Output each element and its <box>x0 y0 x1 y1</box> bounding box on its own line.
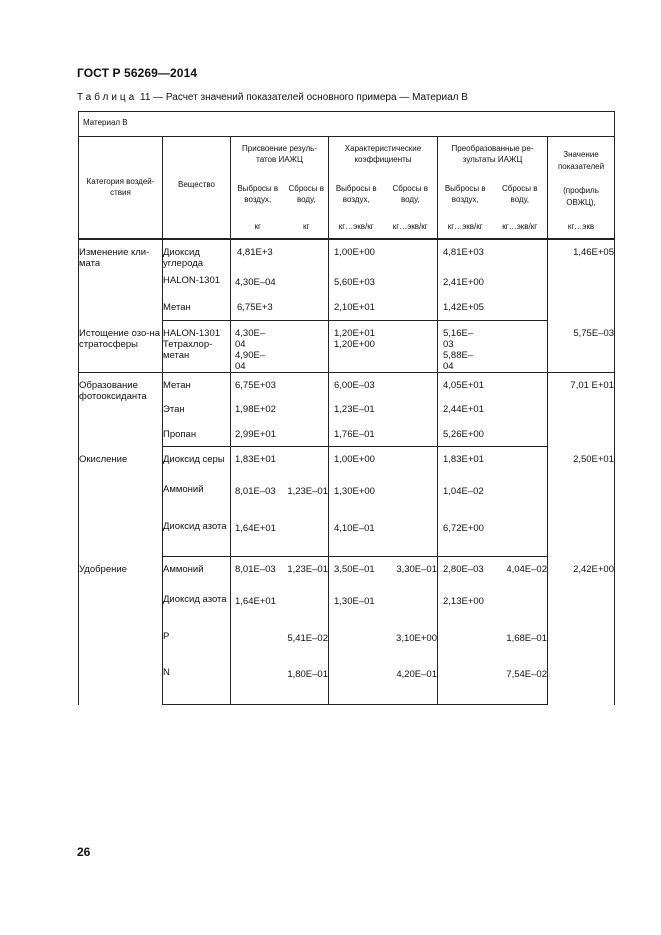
table-caption <box>77 92 468 103</box>
emit-cell: 4,30Е–04 4,90Е–04 <box>231 321 285 373</box>
caption-text: 11 — Расчет значений показателей основного примера — Материал В <box>137 92 468 103</box>
disch-cell <box>285 239 329 275</box>
cf-air-cell: 1,00Е+00 <box>329 239 384 275</box>
res-water-cell <box>493 521 548 557</box>
substance-cell: Аммоний <box>163 484 231 521</box>
emit-cell: 1,64Е+01 <box>231 594 285 631</box>
cf-water-cell <box>384 423 438 447</box>
indicator-cell: 1,46Е+05 <box>548 239 615 321</box>
res-air-cell: 1,42Е+05 <box>438 299 493 321</box>
indicator-cell: 5,75Е–03 <box>548 321 615 373</box>
cf-water-cell <box>384 447 438 484</box>
emit-cell: 4,81Е+3 <box>231 239 285 275</box>
disch-cell <box>285 594 329 631</box>
group-factors-header: Характеристические коэффициенты <box>329 137 438 175</box>
unit-kg-1: кг <box>231 217 285 239</box>
res-water-cell <box>493 321 548 373</box>
disch-cell: 1,80Е–01 <box>285 667 329 705</box>
res-water-cell <box>493 447 548 484</box>
category-cell: Образование фотооксиданта <box>79 373 163 447</box>
res-air-cell: 4,81Е+03 <box>438 239 493 275</box>
disch-cell: 1,23Е–01 <box>285 484 329 521</box>
col-value-title: Значение показателей <box>557 150 605 171</box>
unit-kg-2: кг <box>285 217 329 239</box>
emit-cell: 1,98Е+02 <box>231 398 285 423</box>
res-water-cell <box>493 398 548 423</box>
cf-water-cell <box>384 594 438 631</box>
cf-air-cell: 2,10Е+01 <box>329 299 384 321</box>
cf-water-cell <box>384 275 438 299</box>
page-number: 26 <box>77 845 91 859</box>
res-water-cell: 1,68Е–01 <box>493 631 548 667</box>
category-cell: Изменение кли-мата <box>79 239 163 321</box>
res-water-cell <box>493 373 548 398</box>
col-category-header: Категория воздей-ствия <box>79 137 163 239</box>
emit-cell: 1,83Е+01 <box>231 447 285 484</box>
table-row <box>79 373 615 398</box>
group-lci-header: Присвоение резуль-татов ИАЖЦ <box>231 137 329 175</box>
cf-air-cell <box>329 631 384 667</box>
category-cell: Истощение озо-на стратосферы <box>79 321 163 373</box>
col-substance-header: Вещество <box>163 137 231 239</box>
substance-cell: HALON-1301 Тетрахлор-метан <box>163 321 231 373</box>
cf-air-cell: 1,20Е+01 1,20Е+00 <box>329 321 384 373</box>
res-air-cell: 5,16Е–03 5,88Е–04 <box>438 321 493 373</box>
disch-cell <box>285 321 329 373</box>
cf-water-cell <box>384 484 438 521</box>
emit-cell: 8,01Е–03 <box>231 557 285 594</box>
cf-air-cell <box>329 667 384 705</box>
indicator-cell: 2,50Е+01 <box>548 447 615 557</box>
disch-cell <box>285 398 329 423</box>
unit-eq-4: кг…экв/кг <box>493 217 548 239</box>
indicator-cell: 2,42Е+00 <box>548 557 615 705</box>
cf-water-cell <box>384 321 438 373</box>
res-water-cell <box>493 594 548 631</box>
res-air-cell: 2,41Е+00 <box>438 275 493 299</box>
cf-water-cell <box>384 239 438 275</box>
cf-water-cell <box>384 373 438 398</box>
sub-disch-water-1: Сбросы в воду, <box>285 175 329 217</box>
res-water-cell <box>493 484 548 521</box>
sub-emit-air-3: Выбросы в воздух, <box>438 175 493 217</box>
disch-cell <box>285 299 329 321</box>
cf-air-cell: 1,76Е–01 <box>329 423 384 447</box>
sub-disch-water-3: Сбросы в воду, <box>493 175 548 217</box>
table-row <box>79 447 615 484</box>
res-water-cell <box>493 423 548 447</box>
category-cell: Удобрение <box>79 557 163 705</box>
substance-cell: Пропан <box>163 423 231 447</box>
substance-cell: HALON-1301 <box>163 275 231 299</box>
cf-air-cell: 4,10Е–01 <box>329 521 384 557</box>
substance-cell: P <box>163 631 231 667</box>
disch-cell: 5,41Е–02 <box>285 631 329 667</box>
emit-cell <box>231 667 285 705</box>
sub-emit-air-2: Выбросы в воздух, <box>329 175 384 217</box>
unit-eq-1: кг…экв/кг <box>329 217 384 239</box>
res-water-cell <box>493 275 548 299</box>
cf-air-cell: 1,00Е+00 <box>329 447 384 484</box>
emit-cell: 6,75Е+3 <box>231 299 285 321</box>
sub-disch-water-2: Сбросы в воду, <box>384 175 438 217</box>
emit-cell: 2,99Е+01 <box>231 423 285 447</box>
data-table <box>78 111 615 705</box>
category-cell: Окисление <box>79 447 163 557</box>
res-water-cell <box>493 239 548 275</box>
cf-air-cell: 1,30Е–01 <box>329 594 384 631</box>
caption-label: Таблица <box>77 92 138 103</box>
emit-cell: 8,01Е–03 <box>231 484 285 521</box>
substance-cell: Диоксид азота <box>163 594 231 631</box>
cf-air-cell: 1,30Е+00 <box>329 484 384 521</box>
document-code: ГОСТ Р 56269—2014 <box>77 66 198 80</box>
emit-cell <box>231 631 285 667</box>
res-air-cell: 2,13Е+00 <box>438 594 493 631</box>
table-row <box>79 321 615 373</box>
substance-cell: Метан <box>163 373 231 398</box>
res-water-cell <box>493 299 548 321</box>
unit-eq-3: кг…экв/кг <box>438 217 493 239</box>
indicator-cell: 7,01 Е+01 <box>548 373 615 447</box>
cf-air-cell: 3,50Е–01 <box>329 557 384 594</box>
disch-cell <box>285 423 329 447</box>
res-water-cell: 7,54Е–02 <box>493 667 548 705</box>
group-converted-header: Преобразованные ре-зультаты ИАЖЦ <box>438 137 548 175</box>
substance-cell: Диоксид углерода <box>163 239 231 275</box>
disch-cell <box>285 521 329 557</box>
substance-cell: N <box>163 667 231 705</box>
sub-emit-air-1: Выбросы в воздух, <box>231 175 285 217</box>
cf-water-cell <box>384 521 438 557</box>
res-air-cell: 2,80Е–03 <box>438 557 493 594</box>
cf-water-cell <box>384 299 438 321</box>
cf-water-cell: 4,20Е–01 <box>384 667 438 705</box>
res-air-cell: 2,44Е+01 <box>438 398 493 423</box>
emit-cell: 6,75Е+03 <box>231 373 285 398</box>
substance-cell: Диоксид азота <box>163 521 231 557</box>
col-value-note: (профиль ОВЖЦ), <box>563 186 599 207</box>
emit-cell: 1,64Е+01 <box>231 521 285 557</box>
cf-water-cell: 3,30Е–01 <box>384 557 438 594</box>
res-water-cell: 4,04Е–02 <box>493 557 548 594</box>
disch-cell <box>285 447 329 484</box>
table-title: Материал В <box>79 112 615 137</box>
substance-cell: Этан <box>163 398 231 423</box>
emit-cell: 4,30Е–04 <box>231 275 285 299</box>
cf-water-cell: 3,10Е+00 <box>384 631 438 667</box>
disch-cell <box>285 373 329 398</box>
substance-cell: Аммоний <box>163 557 231 594</box>
substance-cell: Диоксид серы <box>163 447 231 484</box>
res-air-cell <box>438 631 493 667</box>
res-air-cell: 6,72Е+00 <box>438 521 493 557</box>
table-row <box>79 557 615 594</box>
res-air-cell <box>438 667 493 705</box>
disch-cell: 1,23Е–01 <box>285 557 329 594</box>
unit-eq-5: кг…экв <box>548 217 615 239</box>
cf-air-cell: 5,60Е+03 <box>329 275 384 299</box>
col-value-header <box>548 137 615 217</box>
res-air-cell: 1,83Е+01 <box>438 447 493 484</box>
cf-water-cell <box>384 398 438 423</box>
res-air-cell: 1,04Е–02 <box>438 484 493 521</box>
res-air-cell: 4,05Е+01 <box>438 373 493 398</box>
cf-air-cell: 6,00Е–03 <box>329 373 384 398</box>
cf-air-cell: 1,23Е–01 <box>329 398 384 423</box>
unit-eq-2: кг…экв/кг <box>384 217 438 239</box>
table-row <box>79 239 615 275</box>
res-air-cell: 5,26Е+00 <box>438 423 493 447</box>
disch-cell <box>285 275 329 299</box>
substance-cell: Метан <box>163 299 231 321</box>
